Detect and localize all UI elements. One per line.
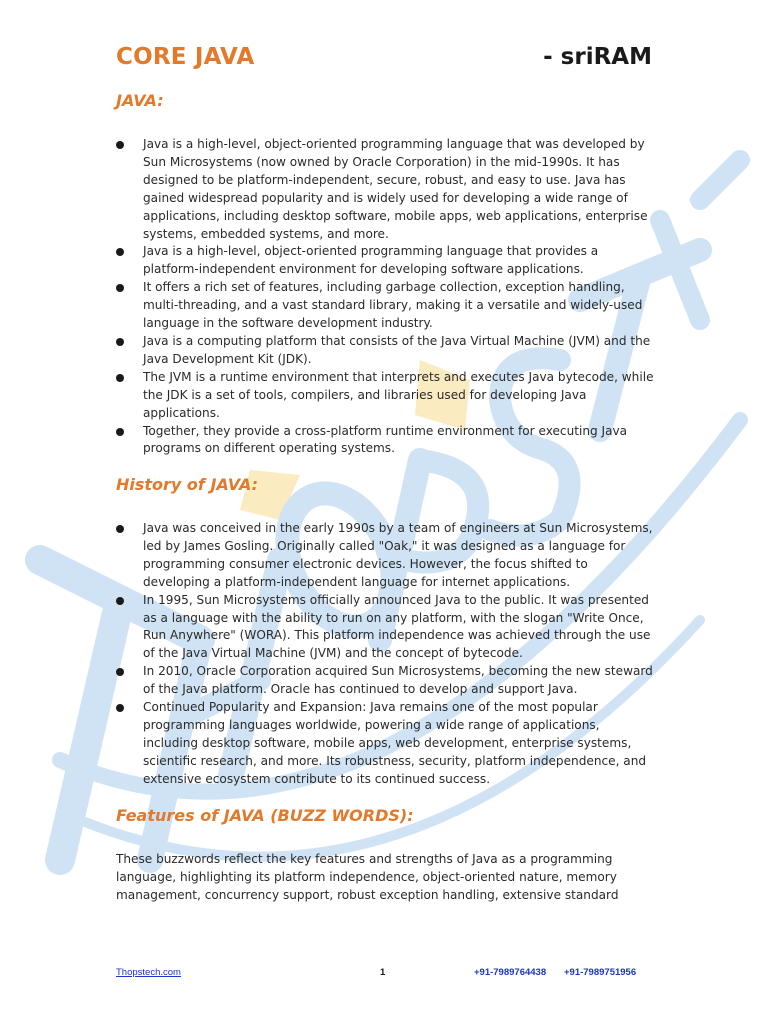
phone-number-1[interactable]: +91-7989764438 [474,967,547,978]
bullet-dot-icon [116,525,124,533]
list-item [116,369,656,423]
list-item-text: Together, they provide a cross-platform runtime environment for executing Java programs on different operating systems. [143,423,628,456]
document-title: CORE JAVA [116,44,255,70]
list-item-text: It offers a rich set of features, including garbage collection, exception handling, multi-threading, and a vast standard library, making it a versatile and widely-used language in the software development industry. [143,280,643,331]
list-item-text: The JVM is a runtime environment that interprets and executes Java bytecode, while the JDK is a set of tools, compilers, and libraries used for developing Java applications. [143,369,654,420]
list-item [116,279,656,333]
phone-number-2[interactable]: +91-7989751956 [564,967,637,978]
list-item [116,423,656,459]
bullet-dot-icon [116,597,124,605]
list-item [116,136,656,243]
bullet-dot-icon [116,668,124,676]
bullet-dot-icon [116,248,124,256]
list-item-text: Java was conceived in the early 1990s by a team of engineers at Sun Microsystems, led by James Gosling. Originally called "Oak," it was designed as a language for programming consumer electronic devices. However, the focus shifted to developing a platform-independent language for internet applications. [143,521,653,589]
list-item-text: In 2010, Oracle Corporation acquired Sun Microsystems, becoming the new steward of the Java platform. Oracle has continued to develop and support Java. [143,664,653,697]
document-author: - sriRAM [543,44,652,70]
bullet-dot-icon [116,428,124,436]
bullet-dot-icon [116,704,124,712]
history-bullet-list [116,520,656,789]
bullet-dot-icon [116,284,124,292]
section-heading-history: History of JAVA: [116,475,259,494]
section-heading-java: JAVA: [116,91,164,110]
website-link[interactable]: Thopstech.com [116,967,181,978]
list-item-text: Java is a high-level, object-oriented programming language that was developed by Sun Microsystems (now owned by Oracle Corporation) in the mid-1990s. It has designed to be platform-independent, secure, robust, and easy to use. Java has gained widespread popularity and is widely used for developing a wide range of applications, including desktop software, mobile apps, web applications, enterprise systems, embedded systems, and more. [143,137,648,241]
list-item [116,333,656,369]
list-item [116,592,656,664]
page-number: 1 [380,967,386,978]
bullet-dot-icon [116,374,124,382]
page-header [116,44,652,78]
list-item [116,663,656,699]
section-heading-features: Features of JAVA (BUZZ WORDS): [116,806,414,825]
java-bullet-list [116,136,656,458]
features-paragraph: These buzzwords reflect the key features and strengths of Java as a programming language, highlighting its platform independence, object-oriented nature, memory management, concurrency support, robust exception handling, extensive standard [116,852,619,902]
list-item-text: Java is a high-level, object-oriented programming language that provides a platform-independent environment for developing software applications. [143,244,599,277]
bullet-dot-icon [116,338,124,346]
bullet-dot-icon [116,141,124,149]
list-item-text: In 1995, Sun Microsystems officially announced Java to the public. It was presented as a language with the ability to run on any platform, with the slogan "Write Once, Run Anywhere" (WORA). This platform independence was achieved through the use of the Java Virtual Machine (JVM) and the concept of bytecode. [143,592,651,661]
list-item-text: Java is a computing platform that consists of the Java Virtual Machine (JVM) and the Java Development Kit (JDK). [143,333,651,366]
list-item [116,699,656,789]
page-footer [116,967,652,983]
list-item [116,520,656,592]
list-item [116,243,656,279]
list-item-text: Continued Popularity and Expansion: Java remains one of the most popular programming languages worldwide, powering a wide range of applications, including desktop software, mobile apps, web development, enterprise systems, scientific research, and more. Its robustness, security, platform independence, and extensive ecosystem contribute to its continued success. [143,700,647,786]
